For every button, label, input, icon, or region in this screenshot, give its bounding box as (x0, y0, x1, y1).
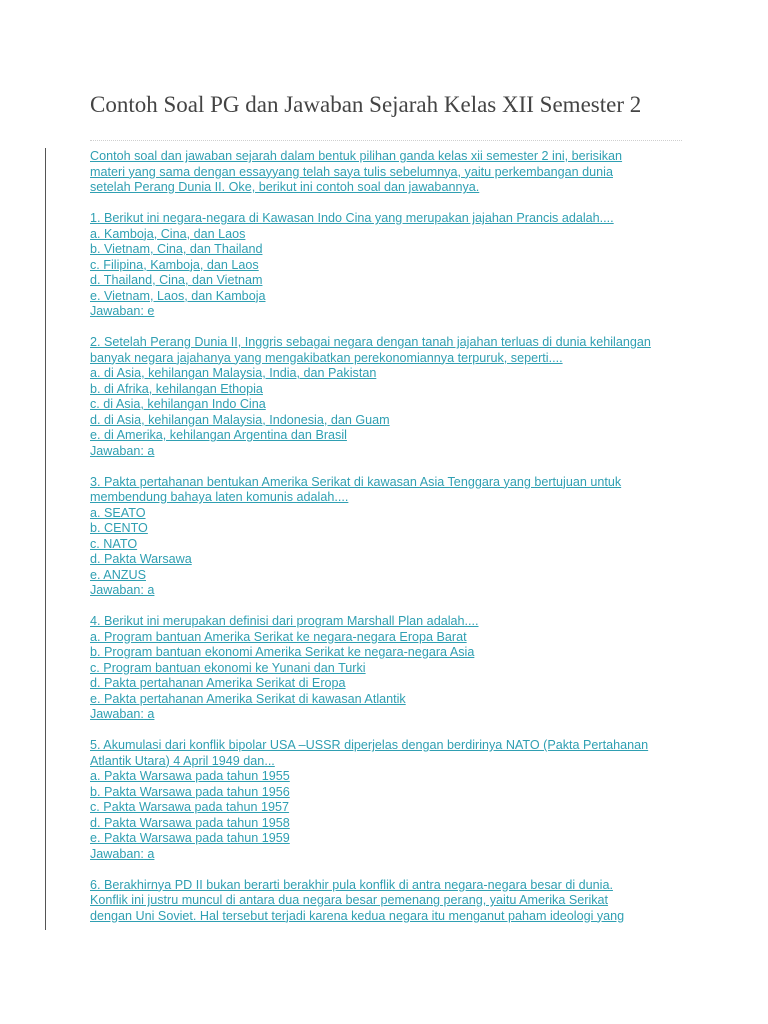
left-margin-line (45, 148, 46, 930)
option-d[interactable]: d. Pakta Warsawa pada tahun 1958 (90, 815, 290, 830)
option-c[interactable]: c. Pakta Warsawa pada tahun 1957 (90, 800, 290, 814)
question-text[interactable]: 5. Akumulasi dari konflik bipolar USA –USSR diperjelas dengan berdirinya NATO (Pakta Pertahanan (90, 738, 649, 752)
answer[interactable]: Jawaban: a (90, 846, 155, 861)
question-6 (90, 878, 690, 925)
answer[interactable]: Jawaban: e (90, 304, 155, 318)
question-text[interactable]: Atlantik Utara) 4 April 1949 dan... (90, 753, 275, 768)
question-1 (90, 211, 690, 320)
question-2 (90, 335, 690, 459)
option-c[interactable]: c. Program bantuan ekonomi ke Yunani dan Turki (90, 660, 366, 675)
article-body (90, 149, 690, 924)
option-e[interactable]: e. Pakta Warsawa pada tahun 1959 (90, 831, 290, 845)
intro-paragraph[interactable] (90, 149, 690, 196)
option-a[interactable]: a. Pakta Warsawa pada tahun 1955 (90, 769, 290, 783)
question-5 (90, 738, 690, 862)
question-text[interactable]: 2. Setelah Perang Dunia II, Inggris sebagai negara dengan tanah jajahan terluas di dunia kehilangan (90, 335, 651, 349)
option-d[interactable]: d. Thailand, Cina, dan Vietnam (90, 273, 263, 287)
answer[interactable]: Jawaban: a (90, 707, 155, 721)
option-e[interactable]: e. Pakta pertahanan Amerika Serikat di kawasan Atlantik (90, 691, 406, 706)
intro-line[interactable]: setelah Perang Dunia II. Oke, berikut ini contoh soal dan jawabannya. (90, 180, 480, 194)
question-3 (90, 475, 690, 599)
option-c[interactable]: c. NATO (90, 536, 138, 551)
question-text[interactable]: Konflik ini justru muncul di antara dua negara besar pemenang perang, yaitu Amerika Serikat (90, 893, 609, 907)
option-d[interactable]: d. di Asia, kehilangan Malaysia, Indonesia, dan Guam (90, 412, 390, 427)
option-e[interactable]: e. Vietnam, Laos, dan Kamboja (90, 288, 266, 303)
page-title: Contoh Soal PG dan Jawaban Sejarah Kelas XII Semester 2 (90, 92, 642, 117)
option-b[interactable]: b. Program bantuan ekonomi Amerika Serikat ke negara-negara Asia (90, 645, 475, 659)
title-divider (90, 140, 682, 141)
intro-line[interactable]: Contoh soal dan jawaban sejarah dalam bentuk pilihan ganda kelas xii semester 2 ini, berisikan (90, 149, 623, 163)
option-a[interactable]: a. Program bantuan Amerika Serikat ke negara-negara Eropa Barat (90, 629, 467, 644)
question-text[interactable]: 3. Pakta pertahanan bentukan Amerika Serikat di kawasan Asia Tenggara yang bertujuan untuk (90, 474, 622, 489)
option-a[interactable]: a. Kamboja, Cina, dan Laos (90, 226, 246, 241)
option-b[interactable]: b. di Afrika, kehilangan Ethopia (90, 381, 263, 396)
question-text[interactable]: banyak negara jajahanya yang mengakibatkan perekonomiannya terpuruk, seperti.... (90, 350, 563, 365)
question-4 (90, 614, 690, 723)
option-b[interactable]: b. CENTO (90, 521, 148, 535)
answer[interactable]: Jawaban: a (90, 443, 155, 458)
question-text[interactable]: 4. Berikut ini merupakan definisi dari program Marshall Plan adalah.... (90, 614, 479, 628)
option-a[interactable]: a. SEATO (90, 505, 146, 520)
option-d[interactable]: d. Pakta Warsawa (90, 552, 192, 566)
option-b[interactable]: b. Vietnam, Cina, dan Thailand (90, 242, 263, 256)
option-e[interactable]: e. di Amerika, kehilangan Argentina dan Brasil (90, 428, 347, 442)
option-c[interactable]: c. di Asia, kehilangan Indo Cina (90, 397, 266, 411)
question-text[interactable]: 6. Berakhirnya PD II bukan berarti berakhir pula konflik di antra negara-negara besar di dunia. (90, 877, 613, 892)
intro-line[interactable]: materi yang sama dengan essayyang telah saya tulis sebelumnya, yaitu perkembangan dunia (90, 164, 613, 179)
question-text[interactable]: 1. Berikut ini negara-negara di Kawasan Indo Cina yang merupakan jajahan Prancis adalah.... (90, 211, 614, 225)
option-b[interactable]: b. Pakta Warsawa pada tahun 1956 (90, 784, 290, 799)
option-d[interactable]: d. Pakta pertahanan Amerika Serikat di Eropa (90, 676, 346, 690)
answer[interactable]: Jawaban: a (90, 583, 155, 597)
option-e[interactable]: e. ANZUS (90, 567, 146, 582)
question-text[interactable]: dengan Uni Soviet. Hal tersebut terjadi karena kedua negara itu menganut paham ideologi yang (90, 908, 625, 923)
option-c[interactable]: c. Filipina, Kamboja, dan Laos (90, 257, 259, 272)
question-text[interactable]: membendung bahaya laten komunis adalah.... (90, 490, 349, 504)
option-a[interactable]: a. di Asia, kehilangan Malaysia, India, dan Pakistan (90, 366, 377, 380)
